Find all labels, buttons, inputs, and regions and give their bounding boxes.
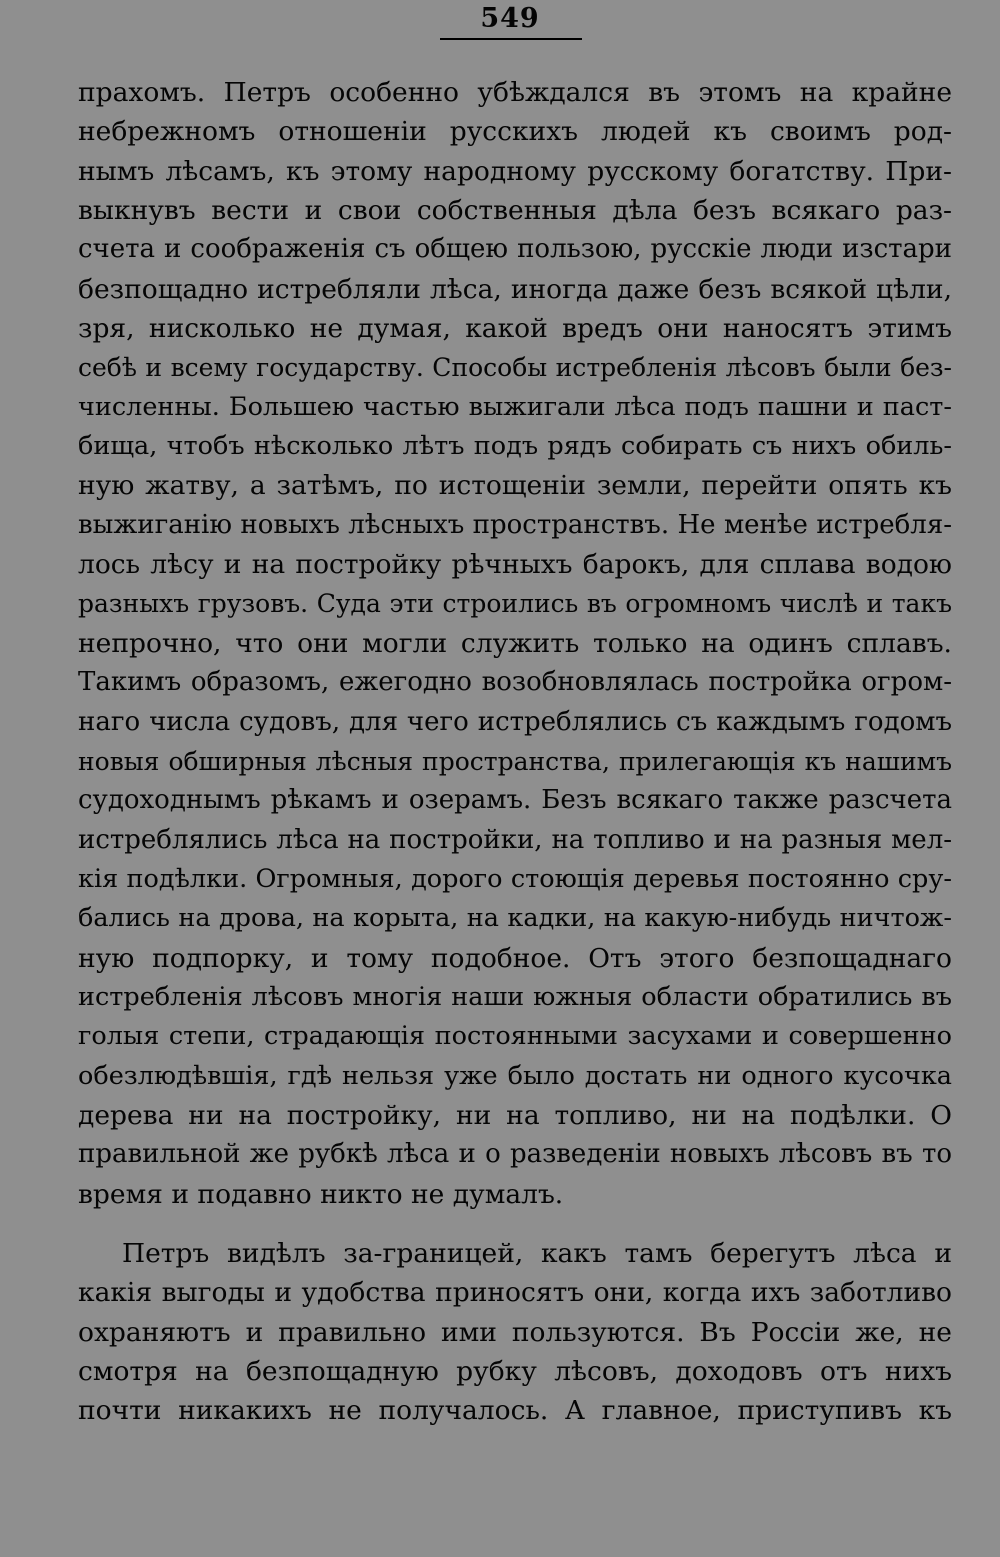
text-line: разныхъ грузовъ. Суда эти строились въ огромномъ числѣ и такъ	[78, 589, 952, 619]
text-line: Такимъ образомъ, ежегодно возобновлялась постройка огром-	[78, 667, 952, 698]
page-number-rule	[440, 38, 582, 40]
text-line: смотря на безпощадную рубку лѣсовъ, доходовъ отъ нихъ	[78, 1356, 952, 1387]
text-line: правильной же рубкѣ лѣса и о разведенiи новыхъ лѣсовъ въ то	[78, 1139, 952, 1170]
text-line: зря, нисколько не думая, какой вредъ они наносятъ этимъ	[78, 313, 952, 345]
page-number: 549	[480, 3, 540, 34]
text-line: нымъ лѣсамъ, къ этому народному русскому богатству. При-	[78, 155, 952, 187]
text-line-paragraph-end: время и подавно никто не думалъ.	[78, 1178, 564, 1210]
paragraph-gap	[78, 1214, 952, 1234]
text-line: выкнувъ вести и свои собственныя дѣла безъ всякаго раз-	[78, 195, 952, 227]
text-line: бища, чтобъ нѣсколько лѣтъ подъ рядъ собирать съ нихъ обиль-	[78, 431, 952, 462]
text-line: какiя выгоды и удобства приносятъ они, когда ихъ заботливо	[78, 1277, 952, 1309]
text-line: бались на дрова, на корыта, на кадки, на какую-нибудь ничтож-	[78, 903, 952, 934]
text-line: безпощадно истребляли лѣса, иногда даже безъ всякой цѣли,	[78, 273, 952, 305]
text-line: прахомъ. Петръ особенно убѣждался въ этомъ на крайне	[78, 77, 952, 108]
text-line: выжиганiю новыхъ лѣсныхъ пространствъ. Не менѣе истребля-	[78, 509, 952, 540]
text-line: наго числа судовъ, для чего истреблялись съ каждымъ годомъ	[78, 706, 952, 737]
text-line: ную подпорку, и тому подобное. Отъ этого безпощаднаго	[78, 942, 952, 974]
text-line: небрежномъ отношенiи русскихъ людей къ своимъ род-	[78, 116, 952, 148]
text-line: истреблялись лѣса на постройки, на топливо и на разныя мел-	[78, 824, 952, 855]
text-line: кiя подѣлки. Огромныя, дорого стоющiя деревья постоянно сру-	[78, 863, 952, 894]
text-line: обезлюдѣвшiя, гдѣ нельзя уже было достать ни одного кусочка	[78, 1060, 952, 1091]
text-line: ную жатву, а затѣмъ, по истощенiи земли, перейти опять къ	[78, 470, 952, 502]
text-line: новыя обширныя лѣсныя пространства, прилегающiя къ нашимъ	[78, 746, 952, 776]
text-line: голыя степи, страдающiя постоянными засухами и совершенно	[78, 1021, 952, 1052]
page-body	[78, 73, 952, 1431]
text-line: дерева ни на постройку, ни на топливо, ни на подѣлки. О	[78, 1099, 952, 1131]
text-line: судоходнымъ рѣкамъ и озерамъ. Безъ всякаго также разсчета	[78, 785, 952, 816]
text-line: охраняютъ и правильно ими пользуются. Въ Россiи же, не	[78, 1316, 952, 1348]
text-line: себѣ и всему государству. Способы истребленiя лѣсовъ были без-	[78, 353, 952, 383]
text-line: лось лѣсу и на постройку рѣчныхъ барокъ, для сплава водою	[78, 549, 952, 581]
text-line: счета и соображенiя съ общею пользою, русскiе люди изстари	[78, 234, 952, 265]
text-line: численны. Большею частью выжигали лѣса подъ пашни и паст-	[78, 391, 952, 422]
text-line: истребленiя лѣсовъ многiя наши южныя области обратились въ	[78, 981, 952, 1012]
text-line: почти никакихъ не получалось. А главное, приступивъ къ	[78, 1395, 952, 1427]
text-line-paragraph-start: Петръ видѣлъ за-границей, какъ тамъ берегутъ лѣса и	[122, 1237, 952, 1269]
text-line: непрочно, что они могли служить только на одинъ сплавъ.	[78, 627, 952, 659]
